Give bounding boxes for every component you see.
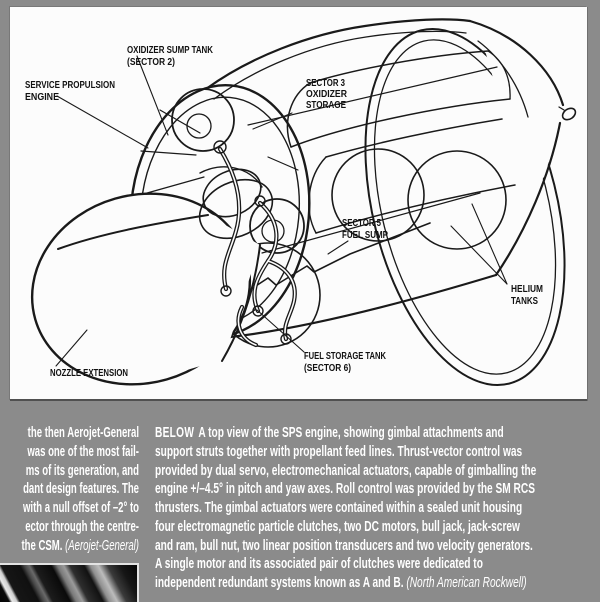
caption-text: the CSM.	[21, 537, 63, 554]
label-sector3-oxidizer-storage: SECTOR 3	[306, 78, 346, 89]
main-caption	[155, 424, 600, 593]
photo-credit: (Aerojet-General)	[65, 537, 139, 554]
leader-sector5	[328, 241, 348, 254]
strut	[140, 177, 204, 195]
fuel-sump-tank-cap	[309, 157, 326, 233]
leader-service-propulsion	[57, 96, 148, 148]
label-sector3-oxidizer-storage: STORAGE	[306, 100, 347, 111]
caption-line: and ram, bull nut, two linear position transducers and two velocity generators.	[155, 537, 533, 554]
caption-line: ms of its generation, and	[25, 462, 139, 479]
oxidizer-sump-dome	[172, 89, 234, 151]
photo-credit: (North American Rockwell)	[406, 575, 527, 591]
cutaway-line-art	[10, 8, 587, 399]
caption-line: thrusters. The gimbal actuators were contained within a sealed unit housing	[155, 500, 523, 516]
service-module-cutaway-diagram	[10, 7, 587, 399]
caption-line: four electromagnetic particle clutches, two DC motors, bull jack, jack-screw	[155, 518, 520, 535]
caption-line	[155, 574, 600, 593]
helium-tank-sphere	[408, 151, 506, 249]
strut-photo-thumbnail	[0, 563, 139, 602]
label-sector3-oxidizer-storage: OXIDIZER	[306, 89, 348, 100]
fuel-sump-tank-top	[326, 119, 502, 157]
caption-line: ector through the centre-	[25, 518, 140, 535]
caption-line: support struts together with propellant feed lines. Thrust-vector control was	[155, 443, 523, 460]
label-oxidizer-sump-tank: OXIDIZER SUMP TANK	[127, 45, 214, 56]
caption-line: the then Aerojet-General	[27, 425, 139, 441]
strut	[141, 151, 196, 155]
label-service-propulsion-engine: SERVICE PROPULSION	[25, 80, 115, 91]
label-nozzle-extension: NOZZLE EXTENSION	[50, 368, 128, 379]
caption-text: A top view of the SPS engine, showing gimbal attachments and	[198, 425, 504, 441]
label-sector5-fuel-sump: FUEL SUMP	[342, 230, 389, 241]
label-fuel-storage-tank: FUEL STORAGE TANK	[304, 351, 387, 362]
caption-line: was one of the most fail-	[27, 443, 140, 460]
caption-line: with a null offset of –2° to	[22, 500, 140, 516]
caption-line: dant design features. The	[23, 481, 139, 498]
label-sector5-fuel-sump: SECTOR 5	[342, 218, 382, 229]
label-fuel-storage-tank: (SECTOR 6)	[304, 363, 351, 374]
label-helium-tanks: HELIUM	[511, 284, 543, 295]
leader-helium-1	[451, 226, 507, 284]
caption-line	[0, 537, 139, 556]
left-caption-column	[0, 424, 139, 555]
caption-line: engine +/–4.5° in pitch and yaw axes. Roll control was provided by the SM RCS	[155, 481, 535, 498]
caption-line: provided by dual servo, electromechanical actuators, capable of gimballing the	[155, 462, 537, 479]
label-service-propulsion-engine: ENGINE	[25, 92, 60, 103]
caption-text: independent redundant systems known as A and B.	[155, 575, 404, 591]
oxidizer-sump-dome-port	[187, 114, 211, 138]
label-oxidizer-sump-tank: (SECTOR 2)	[127, 57, 175, 68]
caption-line: A single motor and its associated pair of clutches were dedicated to	[155, 556, 483, 573]
shell-bottom-edge	[230, 275, 496, 337]
label-helium-tanks: TANKS	[511, 296, 539, 307]
diagram-plate	[10, 7, 587, 401]
caption-lead-word: BELOW	[155, 425, 195, 441]
caption-line	[155, 424, 600, 443]
